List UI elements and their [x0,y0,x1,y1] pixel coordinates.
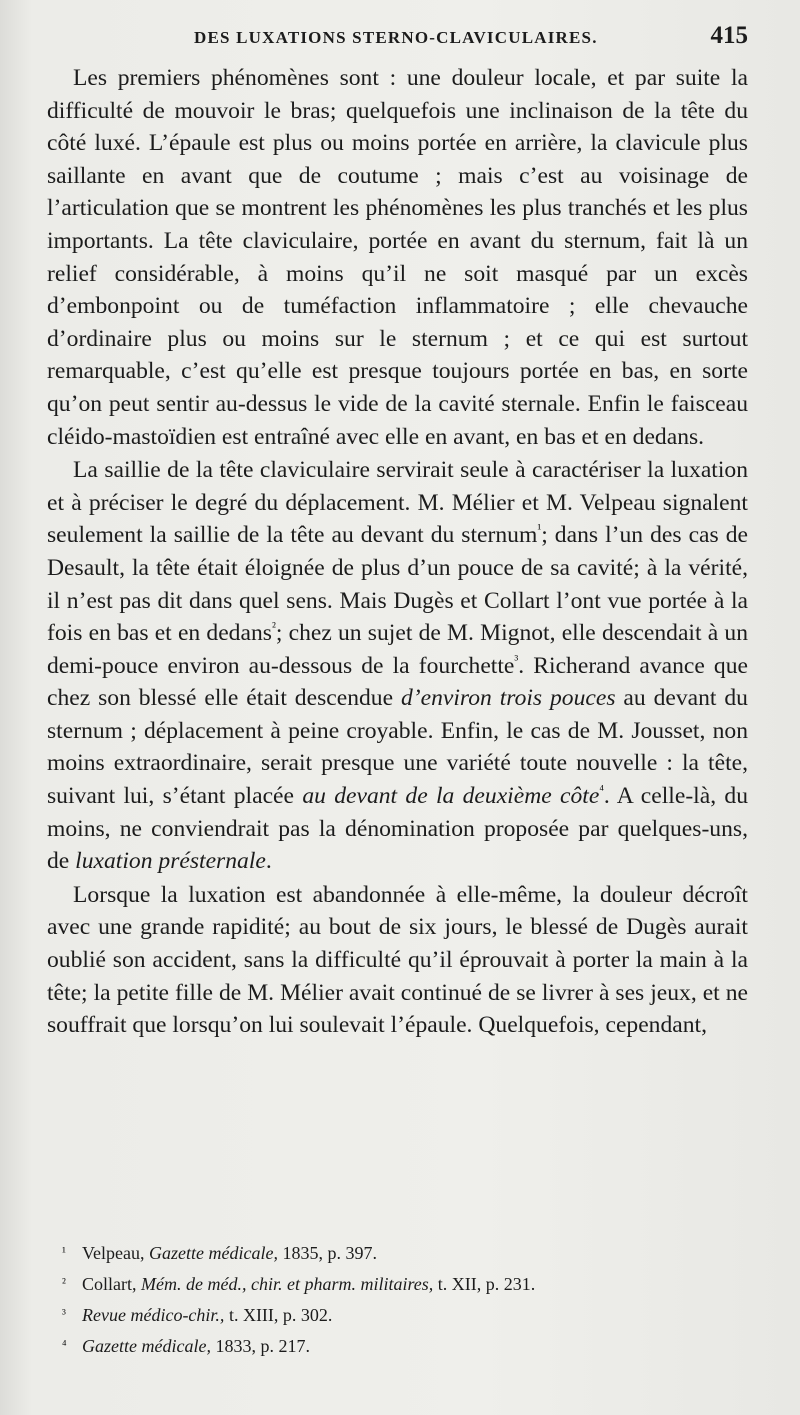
paragraph [47,62,748,453]
footnote-author: Velpeau, [82,1243,145,1263]
footnote [62,1330,742,1361]
footnote [62,1299,742,1330]
footnote-number: ³ [62,1306,66,1321]
footnote-source: Revue médico-chir., [82,1305,225,1325]
footnote-reference: ¹ [537,521,542,537]
page-number: 415 [710,22,748,49]
italic-phrase: luxation présternale [75,848,266,875]
paragraph-text: . [265,848,272,875]
paragraph-text: Les premiers phénomènes sont : une douleur locale, et par suite la difficulté de mouvoir le bras; quelquefois une inclinaison de la tête du côté luxé. L’épaule est plus ou moins portée en arrière, la clavicule plus saillante en avant que de coutume ; mais c’est au voisinage de l’articulation que se montrent les phénomènes les plus tranchés et les plus importants. La tête claviculaire, portée en avant du sternum, fait là un relief considérable, à moins qu’il ne soit masqué par un excès d’embonpoint ou de tuméfaction inflammatoire ; elle chevauche d’ordinaire plus ou moins sur le sternum ; et ce qui est surtout remarquable, c’est qu’elle est presque toujours portée en bas, en sorte qu’on peut sentir au-dessus le vide de la cavité sternale. Enfin le faisceau cléido-mastoïdien est entraîné avec elle en avant, en bas et en dedans. [47,65,748,450]
running-head: DES LUXATIONS STERNO-CLAVICULAIRES. [194,28,598,47]
footnote-details: 1835, p. 397. [282,1243,377,1263]
paragraph-text: Lorsque la luxation est abandonnée à elle-même, la douleur décroît avec une grande rapidité; au bout de six jours, le blessé de Dugès aurait oublié son accident, sans la difficulté qu’il éprouvait à porter la main à la tête; la petite fille de M. Mélier avait continué de se livrer à ses jeux, et ne souffrait que lorsqu’on lui soulevait l’épaule. Quelquefois, cependant, [47,881,748,1039]
paragraph-text: . Richerand avance que chez son blessé elle était descendue [47,652,748,712]
footnotes [62,1237,742,1361]
footnote-reference: ⁴ [599,782,604,798]
footnote-source: Gazette médicale, [82,1336,211,1356]
footnote-source: Mém. de méd., chir. et pharm. militaires, [141,1274,434,1294]
footnote-number: ¹ [62,1244,66,1259]
paragraph-text: ; chez un sujet de M. Mignot, elle descendait à un demi-pouce environ au-dessous de la fourchette [47,620,748,679]
page-header [46,22,748,54]
paragraph-text: La saillie de la tête claviculaire servirait seule à caractériser la luxation et à préciser le degré du déplacement. M. Mélier et M. Velpeau signalent seulement la saillie de la tête au devant du sternum [47,457,748,549]
footnote-details: t. XIII, p. 302. [228,1305,333,1325]
footnote-number: ⁴ [62,1337,67,1352]
paragraph [47,879,748,1042]
paragraph-text: ; dans l’un des cas de Desault, la tête était éloignée de plus d’un pouce de sa cavité; à la vérité, il n’est pas dit dans quel sens. Mais Dugès et Collart l’ont vue portée à la fois en bas et en dedans [47,522,748,647]
footnote-reference: ² [271,619,276,635]
italic-phrase: au devant de la deuxième côte [302,783,600,810]
paragraph-text: au devant du sternum ; déplacement à peine croyable. Enfin, le cas de M. Jousset, non moins extraordinaire, serait presque une variété toute nouvelle : la tête, suivant lui, s’étant placée [47,685,748,810]
footnote-source: Gazette médicale, [148,1243,278,1263]
italic-phrase: d’environ trois pouces [400,685,616,712]
paragraph-text: . A celle-là, du moins, ne conviendrait pas la dénomination proposée par quelques-uns, de [47,783,749,875]
paragraph [47,454,748,878]
footnote [62,1237,742,1268]
body-text [47,62,748,1042]
footnote-author: Collart, [82,1274,137,1294]
footnote-reference: ³ [514,651,519,667]
footnote-number: ² [62,1275,66,1290]
footnote-details: 1833, p. 217. [215,1336,310,1356]
footnote-details: t. XII, p. 231. [437,1274,536,1294]
footnote [62,1268,742,1299]
